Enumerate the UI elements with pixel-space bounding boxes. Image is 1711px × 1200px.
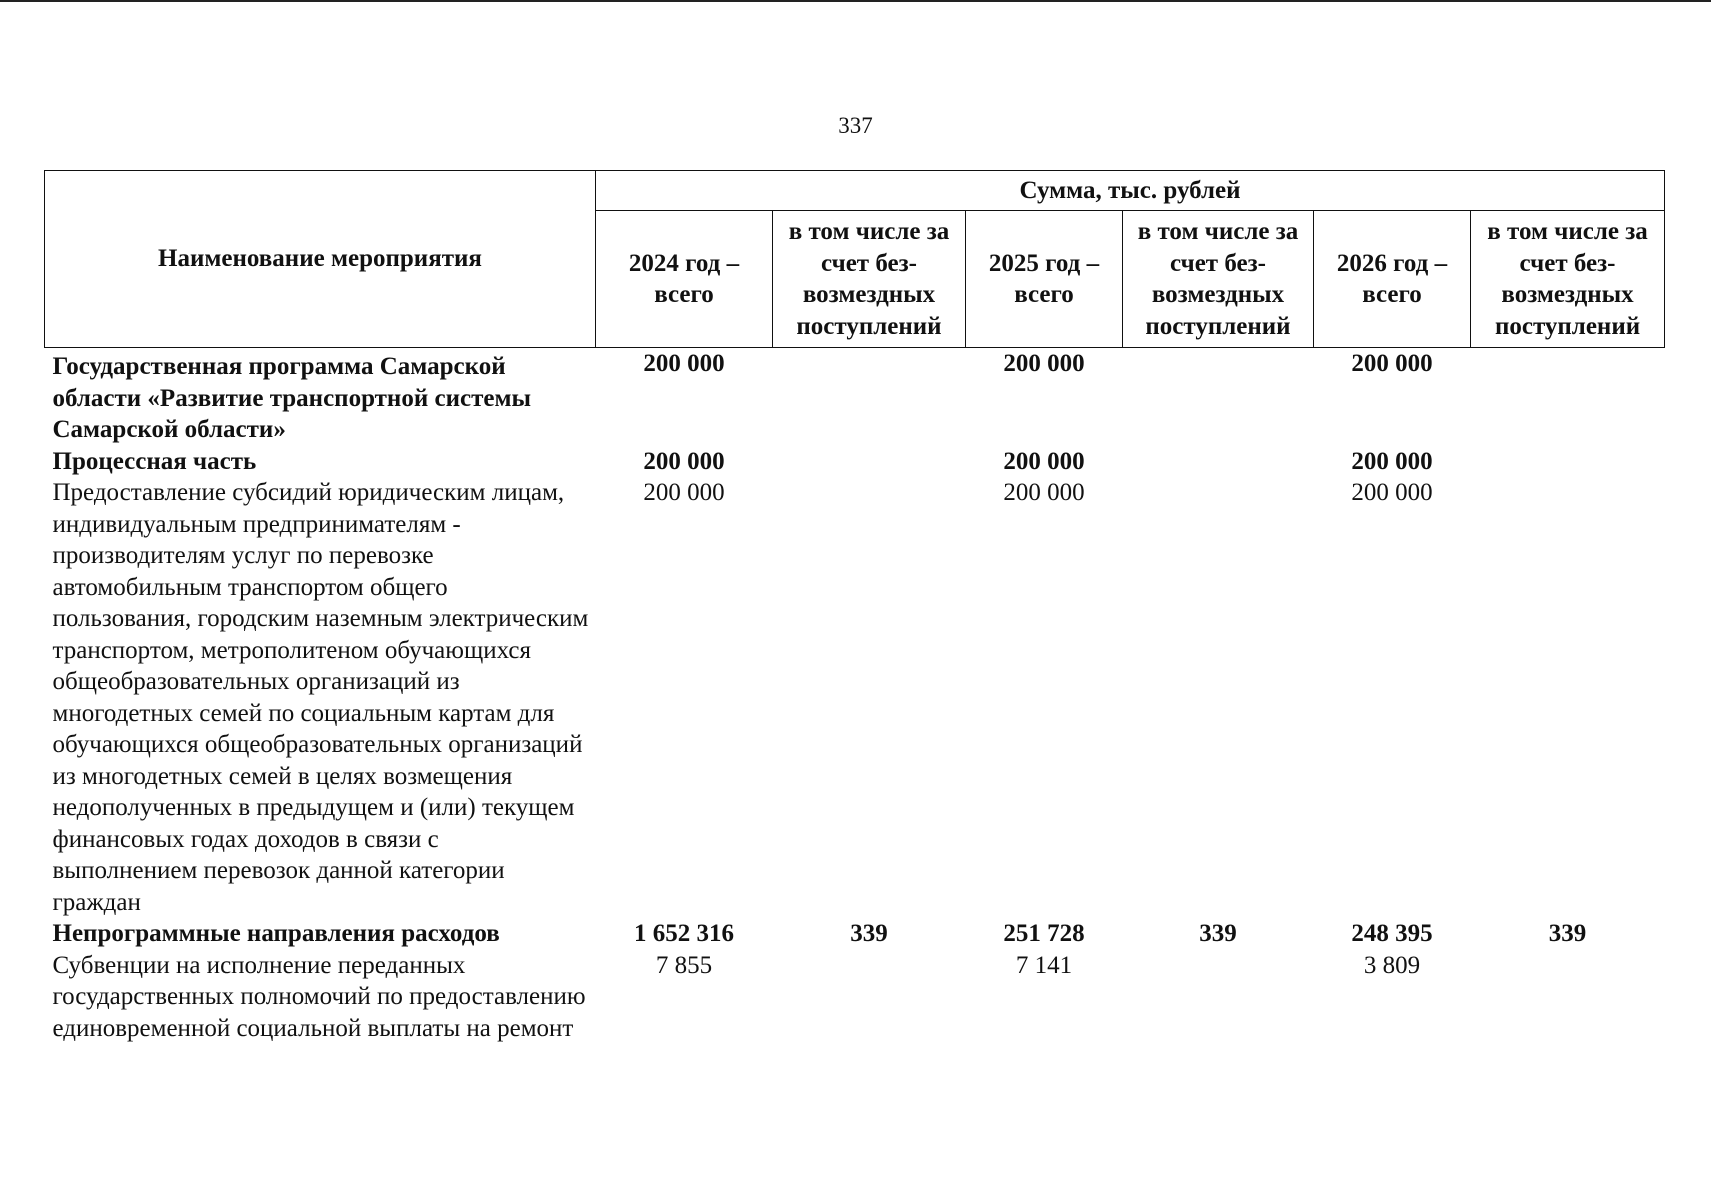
cell-2025-gratuitous [1123,950,1314,1045]
header-2026-gratuitous: в том числе за счет без-возмездных поступлений [1471,211,1665,348]
cell-2024-total: 200 000 [643,447,725,475]
cell-2026-gratuitous [1471,477,1665,918]
header-2025-gratuitous: в том числе за счет без-возмездных поступлений [1123,211,1314,348]
cell-2026-total: 200 000 [1351,350,1433,377]
cell-2025-gratuitous [1123,446,1314,478]
table-row [45,950,1665,1045]
cell-2026-gratuitous: 339 [1548,920,1587,947]
cell-2024-gratuitous [773,950,966,1045]
cell-2024-total: 200 000 [643,479,725,506]
cell-2024-total: 200 000 [643,350,725,377]
budget-table [44,170,1665,1044]
cell-2025-gratuitous [1123,348,1314,446]
cell-2025-total: 251 728 [1003,920,1085,947]
cell-2024-gratuitous [773,477,966,918]
header-name-column: Наименование мероприятия [45,171,596,348]
table-row [45,477,1665,918]
cell-2024-total: 1 652 316 [634,920,734,947]
header-sum-group: Сумма, тыс. рублей [596,171,1665,211]
row-name: Процессная часть [52,447,257,475]
cell-2024-gratuitous [773,348,966,446]
page-number: 337 [838,113,873,138]
row-name: Государственная программа Самарской области «Развитие транспортной системы Самарской области» [52,353,532,443]
header-2025-total: 2025 год – всего [966,211,1123,348]
cell-2026-total: 200 000 [1351,479,1433,506]
cell-2025-total: 7 141 [1015,951,1073,979]
cell-2024-gratuitous [773,446,966,478]
table-row [45,446,1665,478]
row-name: Субвенции на исполнение переданных государственных полномочий по предоставлению единовременной социальной выплаты на ремонт [52,951,586,1042]
cell-2024-gratuitous: 339 [850,920,888,947]
cell-2025-total: 200 000 [1003,447,1085,475]
cell-2024-total: 7 855 [655,951,713,979]
header-2026-total: 2026 год – всего [1314,211,1471,348]
row-name: Непрограммные направления расходов [52,920,500,947]
cell-2025-total: 200 000 [1003,350,1085,377]
header-2024-total: 2024 год – всего [596,211,773,348]
table-row [45,348,1665,446]
row-name: Предоставление субсидий юридическим лицам, индивидуальным предпринимателям - производителям услуг по перевозке автомобильным транспортом общего пользования, городским наземным электрическим транспортом, метрополитеном обучающихся общеобразовательных организаций из многодетных семей по социальным картам для обучающихся общеобразовательных организаций из многодетных семей в целях возмещения недополученных в предыдущем и (или) текущем финансовых годах доходов в связи с выполнением перевозок данной категории граждан [52,479,589,916]
table-body [45,348,1665,1045]
header-2024-gratuitous: в том числе за счет без-возмездных поступлений [773,211,966,348]
cell-2026-gratuitous [1471,950,1665,1045]
cell-2026-gratuitous [1471,348,1665,446]
table-row [45,918,1665,950]
cell-2025-total: 200 000 [1003,479,1085,506]
cell-2025-gratuitous: 339 [1199,920,1237,947]
cell-2025-gratuitous [1123,477,1314,918]
header-row-group [45,171,1665,211]
cell-2026-total: 200 000 [1351,447,1433,475]
cell-2026-total: 3 809 [1363,951,1421,979]
cell-2026-total: 248 395 [1351,920,1433,947]
cell-2026-gratuitous [1471,446,1665,478]
top-border-line [0,0,1711,2]
table-header [45,171,1665,348]
